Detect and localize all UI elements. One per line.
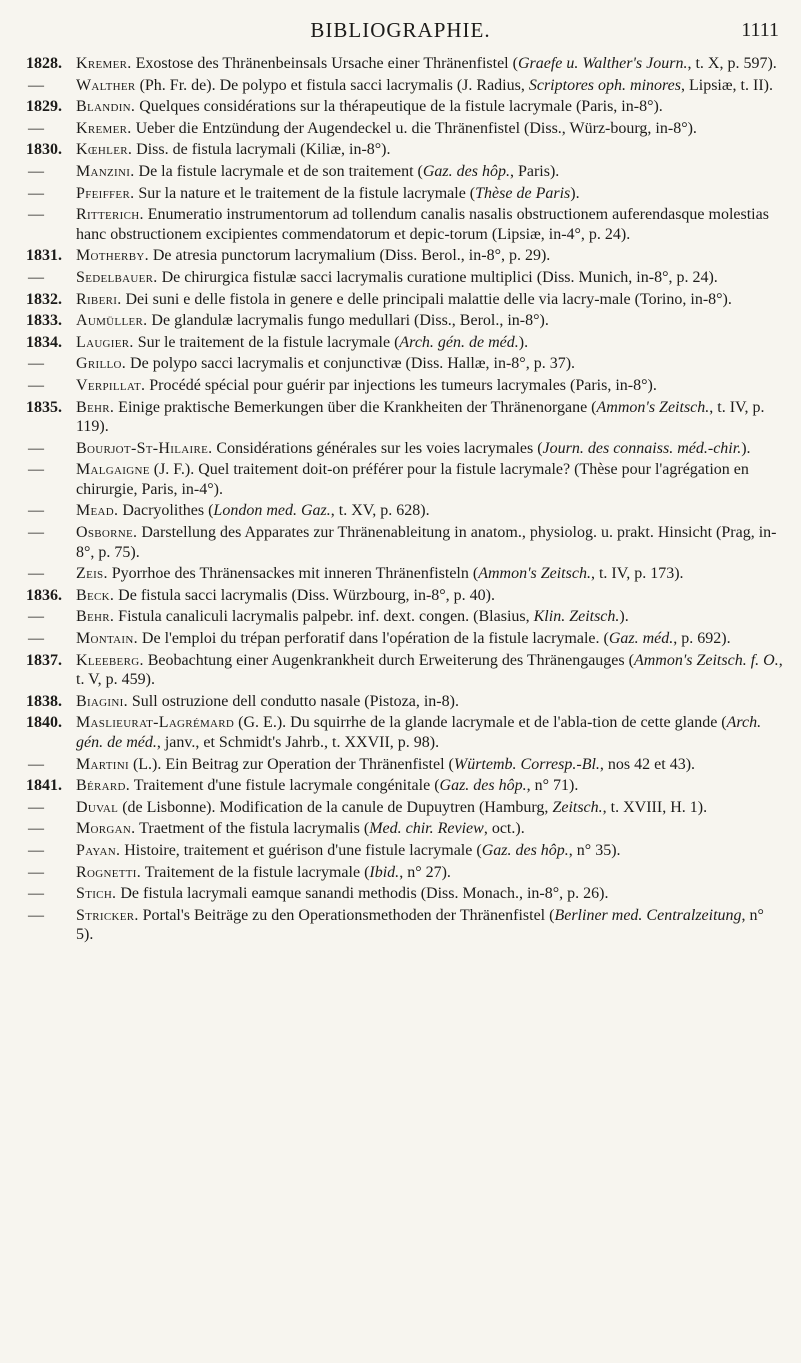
entry-citation	[76, 692, 784, 712]
bibliography-entry	[26, 290, 784, 310]
entry-citation	[76, 268, 784, 288]
entry-title: Traetment of the fistula lacrymalis (	[135, 820, 370, 838]
entry-author: Morgan.	[76, 820, 136, 838]
entry-year: —	[28, 206, 44, 224]
entry-year: —	[28, 820, 44, 838]
entry-citation	[76, 439, 784, 459]
bibliography-entry	[26, 333, 784, 353]
entry-author: Kremer.	[76, 119, 132, 137]
entry-author: Riberi.	[76, 290, 122, 308]
entry-source: Graefe u. Walther's Journ.	[517, 55, 688, 72]
entry-title: Sull ostruzione dell condutto nasale (Pistoza, in-8).	[127, 692, 459, 710]
entry-citation	[76, 290, 784, 310]
entry-source: Thèse de Paris	[475, 184, 571, 202]
entry-citation	[76, 97, 784, 117]
entry-year: 1834.	[26, 333, 62, 351]
entry-author: Blandin.	[76, 98, 136, 116]
entry-title: De fistula lacrymali eamque sanandi methodis (Diss. Monach., in-8°, p. 26).	[116, 885, 609, 903]
entry-author: Behr.	[76, 398, 115, 416]
entry-title: Portal's Beiträge zu den Operationsmethoden der Thränenfistel (	[138, 906, 555, 924]
entry-title: De glandulæ lacrymalis fungo medullari (Diss., Berol., in-8°).	[147, 312, 549, 330]
entry-year: 1833.	[26, 312, 62, 330]
bibliography-entry	[26, 863, 784, 883]
entry-citation	[76, 607, 784, 627]
entry-reference: ).	[741, 439, 751, 457]
entry-author: Kremer.	[76, 55, 132, 72]
entry-author: Verpillat.	[76, 376, 146, 394]
entry-title: Exostose des Thränenbeinsals Ursache einer Thränenfistel (	[131, 55, 518, 72]
entry-title: (L.). Ein Beitrag zur Operation der Thränenfistel (	[128, 755, 454, 773]
entry-title: Dacryolithes (	[118, 502, 214, 520]
entry-citation	[76, 884, 784, 904]
entry-year: —	[28, 355, 44, 373]
entry-reference: ).	[518, 333, 529, 351]
entry-citation	[76, 798, 784, 818]
entry-author: Duval	[76, 798, 119, 816]
entry-source: Ibid.	[369, 863, 400, 881]
bibliography-entry	[26, 140, 784, 160]
entry-author: Martini	[76, 755, 129, 773]
entry-title: Traitement de la fistule lacrymale (	[141, 863, 370, 881]
entry-citation	[76, 776, 784, 796]
entry-title: (G. E.). Du squirrhe de la glande lacrymale et de l'abla-tion de cette glande (	[234, 714, 727, 732]
entry-citation	[76, 205, 784, 244]
entry-reference: , n° 27).	[399, 863, 451, 881]
entry-year: —	[28, 906, 44, 924]
entry-citation	[76, 713, 784, 752]
entry-title: Diss. de fistula lacrymali (Kiliæ, in-8°).	[132, 141, 391, 159]
entry-citation	[76, 460, 784, 499]
bibliography-entry	[26, 692, 784, 712]
entry-citation	[76, 629, 784, 649]
entry-title: Pyorrhoe des Thränensackes mit inneren Thränenfisteln (	[107, 565, 479, 583]
bibliography-entry	[26, 884, 784, 904]
bibliography-entry	[26, 523, 784, 562]
bibliography-entry	[26, 97, 784, 117]
entry-title: Enumeratio instrumentorum ad tollendum canalis nasalis obstructionem auferendasque molestias hanc obstructionem excipientes commendatorum et depic-torum (Lipsiæ, in-4°, p. 24).	[76, 206, 769, 243]
entry-year: —	[28, 461, 44, 479]
entry-reference: , oct.).	[483, 820, 525, 838]
entry-year: 1838.	[26, 692, 62, 710]
entry-year: —	[28, 608, 44, 626]
entry-year: 1837.	[26, 651, 62, 669]
entry-author: Stich.	[76, 885, 117, 903]
entry-title: De fistula sacci lacrymalis (Diss. Würzbourg, in-8°, p. 40).	[114, 586, 495, 604]
entry-citation	[76, 376, 784, 396]
entry-author: Maslieurat-Lagrémard	[76, 714, 235, 732]
entry-year: —	[28, 502, 44, 520]
entry-reference: , t. IV, p. 119).	[76, 398, 765, 436]
entry-title: Procédé spécial pour guérir par injections les tumeurs lacrymales (Paris, in-8°).	[145, 376, 657, 394]
entry-year: —	[28, 376, 44, 394]
entry-reference: , p. 692).	[673, 630, 731, 648]
entry-title: De chirurgica fistulæ sacci lacrymalis curatione multiplici (Diss. Munich, in-8°, p. 24).	[157, 268, 718, 286]
entry-citation	[76, 140, 784, 160]
entry-author: Walther	[76, 76, 136, 94]
entry-year: —	[28, 439, 44, 457]
page-number: 1111	[741, 19, 779, 41]
entry-title: Fistula canaliculi lacrymalis palpebr. inf. dext. congen. (Blasius,	[114, 608, 534, 626]
entry-title: (de Lisbonne). Modification de la canule de Dupuytren (Hamburg,	[118, 798, 553, 816]
entry-year: —	[28, 76, 44, 94]
bibliography-entry	[26, 841, 784, 861]
entry-citation	[76, 755, 784, 775]
entry-reference: , n° 35).	[568, 841, 621, 859]
entry-title: (J. F.). Quel traitement doit-on préférer pour la fistule lacrymale? (Thèse pour l'agrégation en chirurgie, Paris, in-4°).	[76, 461, 749, 498]
entry-citation	[76, 162, 784, 182]
bibliography-entry	[26, 798, 784, 818]
entry-title: (Ph. Fr. de). De polypo et fistula sacci lacrymalis (J. Radius,	[135, 76, 529, 94]
entry-title: Traitement d'une fistule lacrymale congénitale (	[130, 777, 440, 795]
bibliography-entry	[26, 607, 784, 627]
entry-author: Grillo.	[76, 355, 127, 373]
entry-reference: ).	[570, 184, 580, 202]
entry-title: Einige praktische Bemerkungen über die Krankheiten der Thränenorgane (	[114, 398, 597, 416]
entry-title: Histoire, traitement et guérison d'une fistule lacrymale (	[120, 841, 482, 859]
entry-citation	[76, 501, 784, 521]
entry-author: Sedelbauer.	[76, 268, 158, 286]
entry-citation	[76, 651, 784, 690]
entry-title: Considérations générales sur les voies lacrymales (	[212, 439, 543, 457]
bibliography-entry	[26, 54, 784, 74]
entry-title: Dei suni e delle fistola in genere e delle principali malattie delle via lacry-male (Torino, in-8°).	[121, 290, 732, 308]
entry-source: Ammon's Zeitsch. f. O.	[633, 651, 779, 669]
bibliography-entry	[26, 398, 784, 437]
bibliography-entry	[26, 651, 784, 690]
entry-year: —	[28, 630, 44, 648]
entry-author: Bourjot-St-Hilaire.	[76, 439, 213, 457]
entry-source: Ammon's Zeitsch.	[478, 565, 591, 583]
entry-year: —	[28, 798, 44, 816]
entry-year: —	[28, 162, 44, 180]
entry-title: Darstellung des Apparates zur Thränenableitung in anatom., physiolog. u. prakt. Hinsicht (Prag, in-8°, p. 75).	[76, 524, 777, 561]
entry-author: Rognetti.	[76, 863, 142, 881]
entry-year: —	[28, 119, 44, 137]
entry-year: —	[28, 565, 44, 583]
bibliography-entry	[26, 564, 784, 584]
entry-reference: , n° 71).	[526, 777, 579, 795]
bibliography-entry	[26, 439, 784, 459]
entry-source: Arch. gén. de méd.	[76, 714, 762, 751]
entry-citation	[76, 564, 784, 584]
entry-title: Sur la nature et le traitement de la fistule lacrymale (	[134, 184, 476, 202]
entry-title: Beobachtung einer Augenkrankheit durch Erweiterung des Thränengauges (	[143, 651, 634, 669]
entry-citation	[76, 76, 784, 96]
bibliography-entry	[26, 586, 784, 606]
entry-source: Gaz. des hôp.	[439, 777, 527, 795]
entry-citation	[76, 246, 784, 266]
entry-year: 1836.	[26, 586, 62, 604]
entry-source: Berliner med. Centralzeitung	[554, 906, 742, 924]
entry-citation	[76, 54, 784, 74]
bibliography-entry	[26, 755, 784, 775]
bibliography-entry	[26, 629, 784, 649]
entry-citation	[76, 333, 784, 353]
entry-citation	[76, 311, 784, 331]
entry-author: Pfeiffer.	[76, 184, 135, 202]
bibliography-entry	[26, 776, 784, 796]
entry-year: 1831.	[26, 247, 62, 265]
entry-reference: , Lipsiæ, t. II).	[680, 76, 773, 94]
entry-title: De la fistule lacrymale et de son traitement (	[134, 162, 423, 180]
running-head	[0, 18, 801, 48]
entry-author: Payan.	[76, 841, 121, 859]
entry-title: De l'emploi du trépan perforatif dans l'opération de la fistule lacrymale. (	[137, 630, 609, 648]
entry-year: 1835.	[26, 398, 62, 416]
entry-year: 1840.	[26, 714, 62, 732]
entry-reference: , t. XVIII, H. 1).	[602, 798, 708, 816]
entry-source: Journ. des connaiss. méd.-chir.	[542, 439, 742, 457]
entry-citation	[76, 819, 784, 839]
entry-reference: , nos 42 et 43).	[599, 755, 696, 773]
entry-reference: , n° 5).	[76, 906, 764, 944]
bibliography-entry	[26, 246, 784, 266]
bibliography-entry	[26, 819, 784, 839]
entry-year: —	[28, 755, 44, 773]
entry-source: Arch. gén. de méd.	[399, 333, 519, 351]
entry-source: Gaz. méd.	[608, 630, 674, 648]
entry-author: Laugier.	[76, 333, 134, 351]
entry-year: 1832.	[26, 290, 62, 308]
entry-author: Aumüller.	[76, 312, 148, 330]
entry-title: Quelques considérations sur la thérapeutique de la fistule lacrymale (Paris, in-8°).	[135, 98, 663, 116]
entry-reference: , t. XV, p. 628).	[330, 502, 430, 520]
entry-source: Gaz. des hôp.	[422, 162, 510, 180]
entry-author: Beck.	[76, 586, 115, 604]
entry-title: Ueber die Entzündung der Augendeckel u. die Thränenfistel (Diss., Würz-bourg, in-8°).	[131, 119, 697, 137]
entry-citation	[76, 906, 784, 945]
entry-source: Gaz. des hôp.	[481, 841, 569, 859]
bibliography-entry	[26, 268, 784, 288]
entry-author: Stricker.	[76, 906, 139, 924]
bibliography-entry	[26, 76, 784, 96]
bibliography-entry	[26, 354, 784, 374]
entry-reference: , janv., et Schmidt's Jahrb., t. XXVII, p. 98).	[156, 734, 440, 751]
entry-source: Ammon's Zeitsch.	[596, 398, 710, 416]
entry-author: Montain.	[76, 630, 138, 648]
entry-author: Zeis.	[76, 565, 108, 583]
bibliography-entry	[26, 162, 784, 182]
entry-source: Würtemb. Corresp.-Bl.	[453, 755, 600, 773]
entry-title: De polypo sacci lacrymalis et conjunctivæ (Diss. Hallæ, in-8°, p. 37).	[126, 355, 576, 373]
entry-year: —	[28, 184, 44, 202]
entry-reference: , t. IV, p. 173).	[590, 565, 684, 583]
entry-year: 1828.	[26, 55, 62, 72]
entry-year: —	[28, 841, 44, 859]
entry-citation	[76, 184, 784, 204]
bibliography-entry	[26, 311, 784, 331]
bibliography-entries	[26, 54, 784, 947]
bibliography-entry	[26, 713, 784, 752]
entry-author: Mead.	[76, 502, 119, 520]
bibliography-entry	[26, 205, 784, 244]
entry-citation	[76, 119, 784, 139]
entry-year: 1830.	[26, 141, 62, 159]
entry-source: Med. chir. Review	[369, 820, 484, 838]
entry-citation	[76, 586, 784, 606]
entry-author: Manzini.	[76, 162, 135, 180]
entry-author: Ritterich.	[76, 206, 144, 224]
entry-author: Kœhler.	[76, 141, 133, 159]
bibliography-entry	[26, 376, 784, 396]
bibliography-entry	[26, 460, 784, 499]
entry-citation	[76, 863, 784, 883]
entry-citation	[76, 523, 784, 562]
entry-author: Osborne.	[76, 524, 138, 542]
bibliography-entry	[26, 906, 784, 945]
entry-year: 1841.	[26, 777, 62, 795]
entry-year: 1829.	[26, 98, 62, 116]
entry-reference: ).	[619, 608, 629, 626]
entry-source: Zeitsch.	[552, 798, 603, 816]
entry-author: Motherby.	[76, 247, 149, 265]
entry-year: —	[28, 268, 44, 286]
bibliography-entry	[26, 501, 784, 521]
entry-author: Behr.	[76, 608, 115, 626]
bibliography-entry	[26, 184, 784, 204]
entry-author: Biagini.	[76, 692, 128, 710]
entry-source: Klin. Zeitsch.	[533, 608, 620, 626]
running-title: BIBLIOGRAPHIE.	[310, 18, 491, 42]
entry-source: Scriptores oph. minores	[528, 76, 681, 94]
entry-author: Kleeberg.	[76, 651, 144, 669]
entry-title: De atresia punctorum lacrymalium (Diss. Berol., in-8°, p. 29).	[148, 247, 551, 265]
entry-reference: , Paris).	[509, 162, 560, 180]
entry-reference: , t. X, p. 597).	[687, 55, 777, 72]
entry-year: —	[28, 863, 44, 881]
entry-year: —	[28, 524, 44, 542]
entry-year: —	[28, 885, 44, 903]
entry-citation	[76, 354, 784, 374]
entry-source: London med. Gaz.	[213, 502, 331, 520]
entry-citation	[76, 398, 784, 437]
entry-author: Malgaigne	[76, 461, 150, 479]
entry-citation	[76, 841, 784, 861]
entry-author: Bérard.	[76, 777, 131, 795]
entry-title: Sur le traitement de la fistule lacrymale (	[133, 333, 400, 351]
entry-reference: , t. V, p. 459).	[76, 651, 783, 689]
bibliography-entry	[26, 119, 784, 139]
